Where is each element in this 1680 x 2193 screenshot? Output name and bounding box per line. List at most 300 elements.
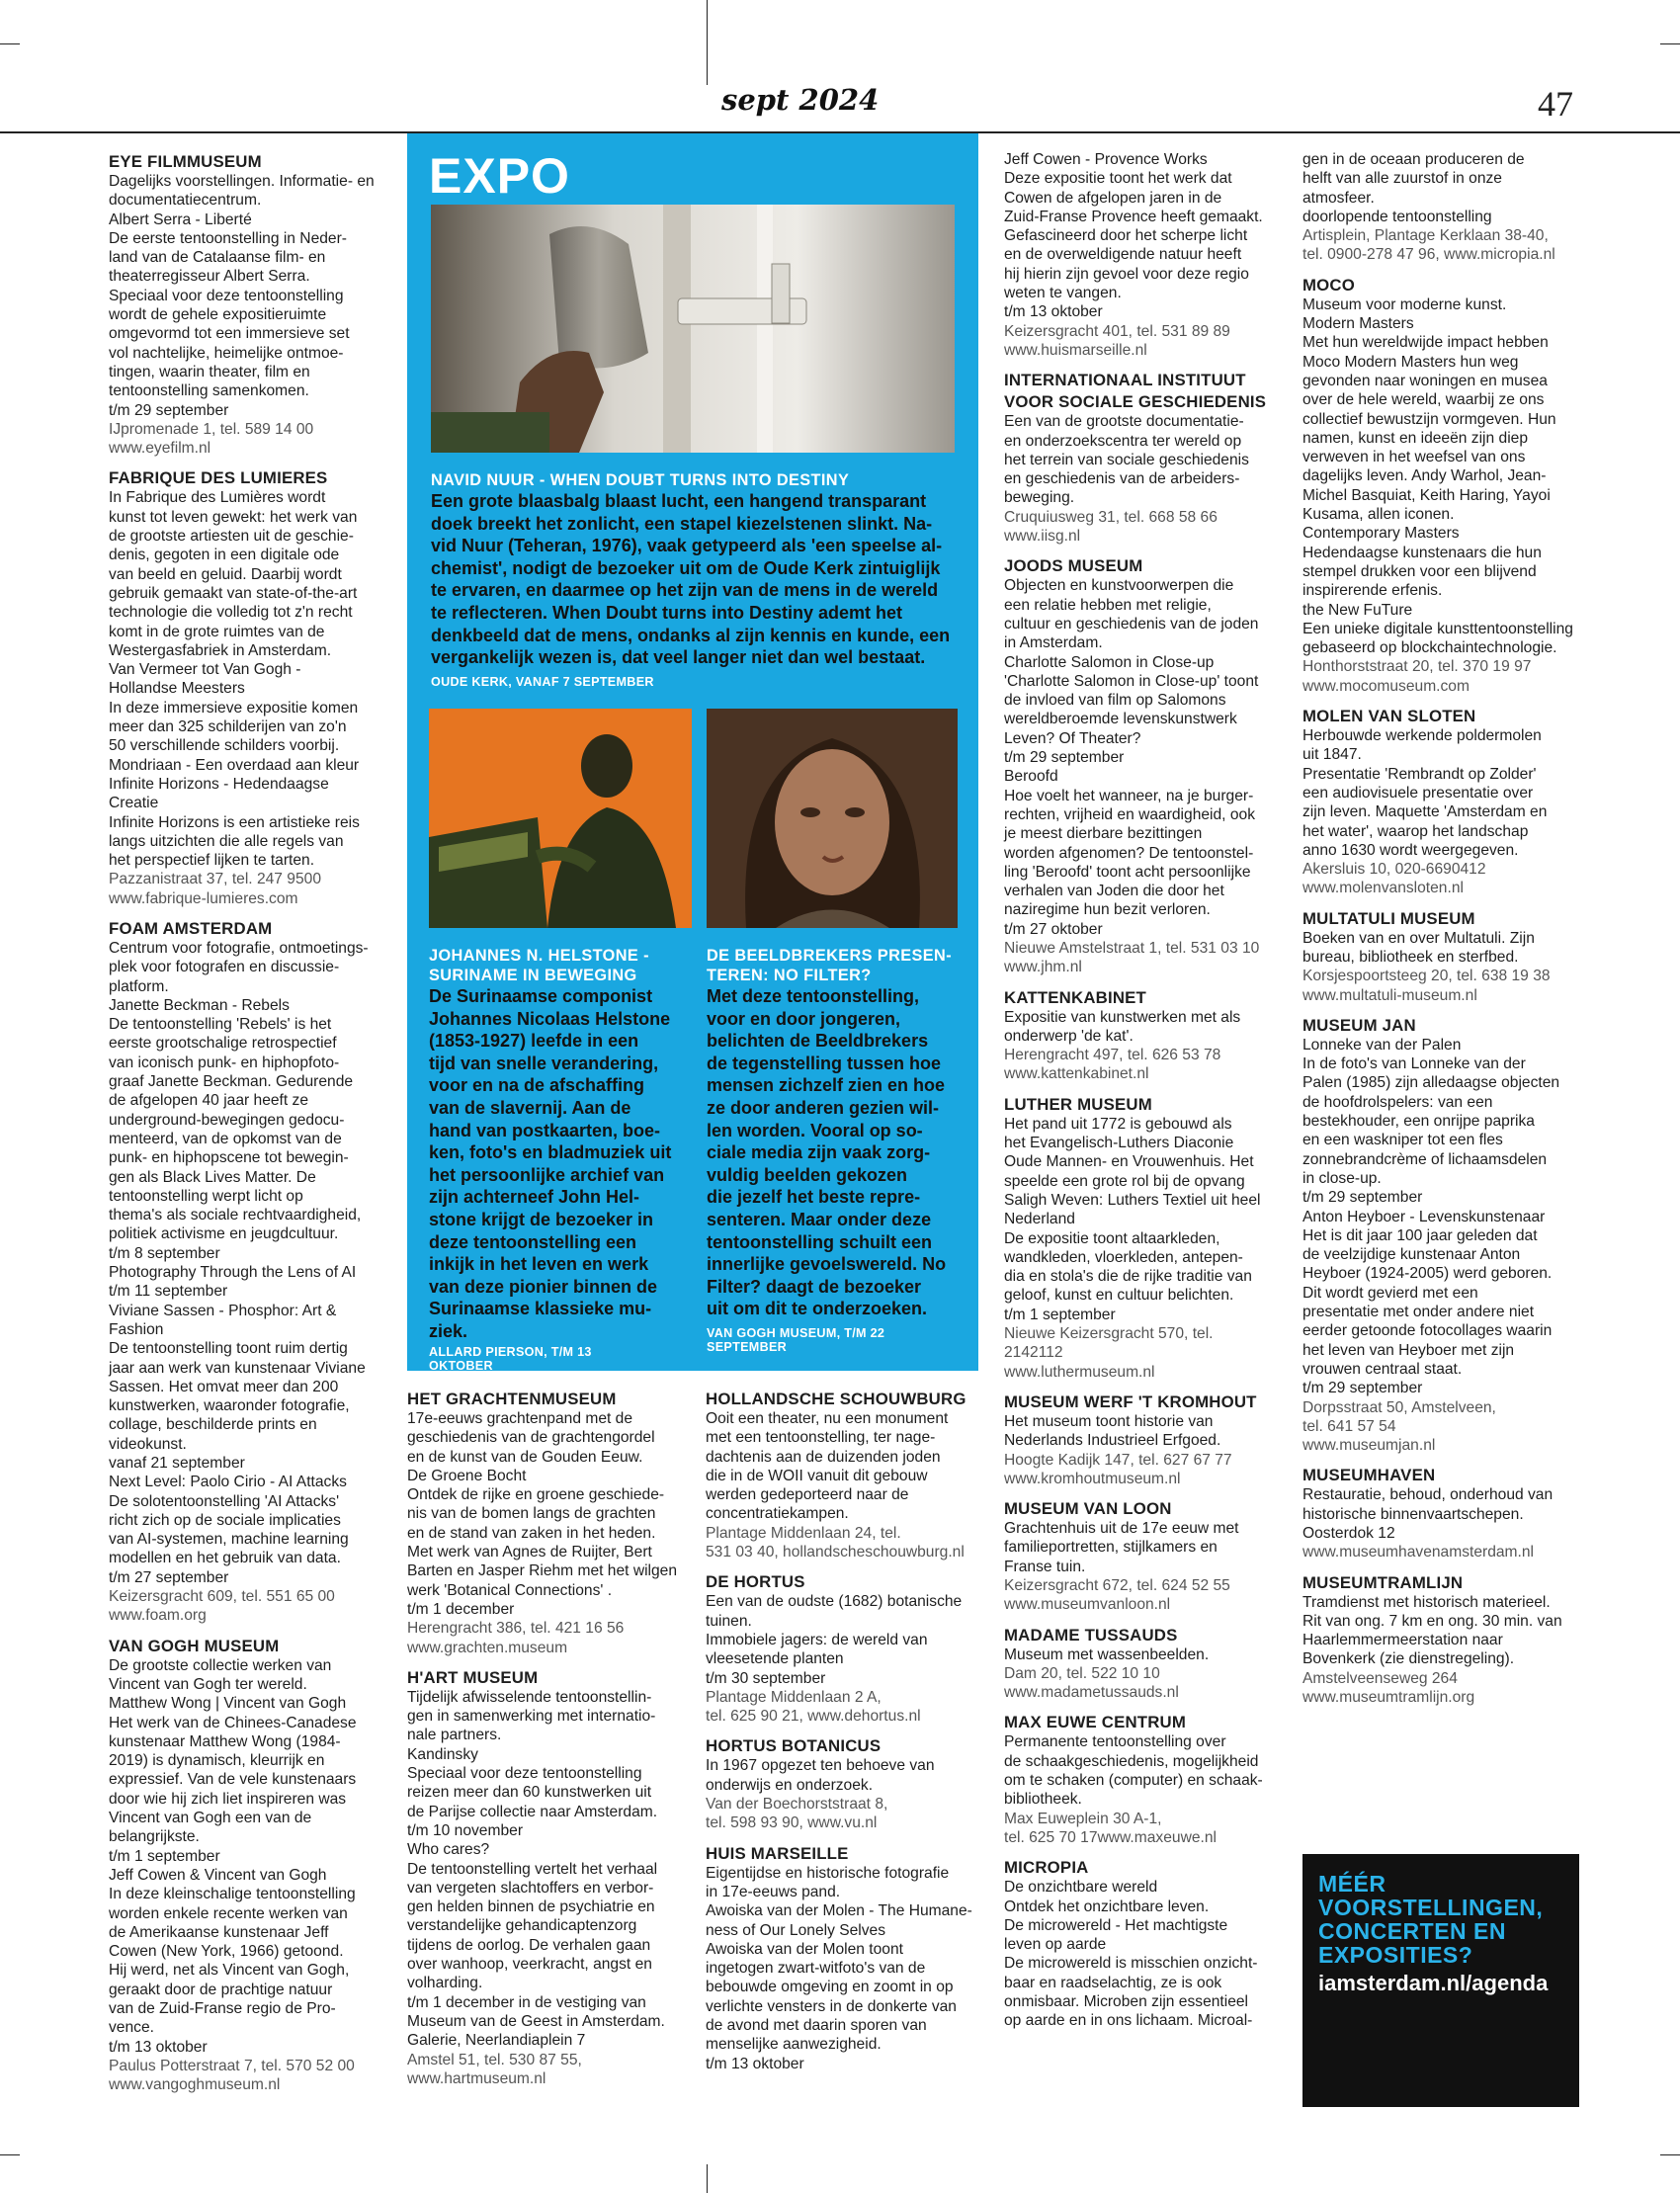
venue-listing — [706, 1390, 990, 1561]
venue-text-line: concentratiekampen. — [706, 1505, 849, 1523]
venue-text-line: over de hele wereld, waarbij ze ons — [1302, 391, 1545, 409]
venue-address-line: Herengracht 386, tel. 421 16 56 — [407, 1620, 625, 1638]
venue-text-line: om te schaken (computer) en schaak- — [1004, 1772, 1263, 1790]
venue-text-line: familieportretten, stijlkamers en — [1004, 1539, 1218, 1557]
venue-text-line: en geschiedenis van de arbeiders- — [1004, 470, 1240, 488]
venue-text-line: zijn leven. Maquette 'Amsterdam en — [1302, 803, 1548, 821]
venue-listing — [109, 1637, 391, 2095]
venue-text-line: van iconisch punk- en hiphopfoto- — [109, 1054, 340, 1071]
venue-text-line: onmisbaar. Microben zijn essentieel — [1004, 1993, 1249, 2011]
venue-text-line: Oude Mannen- en Vrouwenhuis. Het — [1004, 1153, 1254, 1171]
venue-name: HORTUS BOTANICUS — [706, 1736, 882, 1756]
venue-text-line: Speciaal voor deze tentoonstelling — [109, 287, 344, 304]
venue-text-line: belangrijkste. — [109, 1828, 200, 1846]
venue-text-line: doorlopende tentoonstelling — [1302, 208, 1492, 225]
venue-text-line: nale partners. — [407, 1727, 502, 1744]
agenda-link[interactable]: iamsterdam.nl/agenda — [1318, 1971, 1549, 1995]
venue-address-line: Keizersgracht 401, tel. 531 89 89 — [1004, 322, 1230, 340]
venue-text-line: Met hun wereldwijde impact hebben — [1302, 334, 1549, 352]
venue-text-line: Cowen (New York, 1966) getoond. — [109, 1943, 344, 1961]
text-line: ze door anderen gezien wil- — [707, 1097, 940, 1118]
navid-nuur-photo — [431, 205, 955, 453]
venue-text-line: het water', waarop het landschap — [1302, 822, 1529, 840]
venue-text-line: Bovenkerk (zie dienstregeling). — [1302, 1650, 1515, 1668]
venue-text-line: Viviane Sassen - Phosphor: Art & Fashion — [109, 1302, 341, 1338]
venue-name: MUSEUMHAVEN — [1302, 1466, 1436, 1485]
venue-name: HOLLANDSCHE SCHOUWBURG — [706, 1390, 966, 1408]
text-line: chemist', nodigt de bezoeker uit om de Oude Kerk zintuiglijk — [431, 557, 941, 578]
venue-address-line: Korsjespoortsteeg 20, tel. 638 19 38 — [1302, 968, 1551, 985]
venue-address-line: www.kromhoutmuseum.nl — [1004, 1470, 1181, 1487]
venue-address-line: www.grachten.museum — [407, 1639, 568, 1656]
venue-text-line: Next Level: Paolo Cirio - AI Attacks — [109, 1474, 347, 1491]
main-feature — [431, 470, 960, 689]
venue-name: VAN GOGH MUSEUM — [109, 1636, 280, 1655]
listing-column-5 — [1302, 150, 1599, 1718]
venue-text-line: volharding. — [407, 1975, 483, 1992]
venue-name: FOAM AMSTERDAM — [109, 918, 273, 938]
venue-text-line: werden gedeporteerd naar de — [706, 1486, 909, 1504]
text-line: De Surinaamse componist — [429, 986, 653, 1006]
venue-listing — [1004, 1499, 1291, 1614]
venue-text-line: t/m 1 december in de vestiging van — [407, 1993, 646, 2011]
venue-address-line: Cruquiusweg 31, tel. 668 58 66 — [1004, 508, 1218, 526]
venue-text-line: Nederland — [1004, 1211, 1075, 1228]
venue-listing — [109, 919, 391, 1626]
venue-text-line: de hoofdrolspelers: van een — [1302, 1093, 1493, 1111]
venue-text-line: geschiedenis van de grachtengordel — [407, 1429, 655, 1447]
venue-text-line: videokunst. — [109, 1435, 187, 1453]
venue-text-line: De expositie toont altaarkleden, — [1004, 1229, 1220, 1247]
venue-text-line: Sassen. Het omvat meer dan 200 — [109, 1378, 339, 1395]
text-line: MÉÉR — [1318, 1871, 1386, 1897]
venue-text-line: weten te vangen. — [1004, 285, 1122, 302]
venue-text-line: Met werk van Agnes de Ruijter, Bert — [407, 1544, 652, 1561]
text-line: ken, foto's en bladmuziek uit — [429, 1142, 672, 1163]
venue-text-line: worden enkele recente werken van — [109, 1904, 348, 1922]
venue-text-line: Charlotte Salomon in Close-up — [1004, 653, 1215, 671]
venue-text-line: t/m 29 september — [109, 401, 229, 419]
venue-text-line: bureau, bibliotheek en sterfbed. — [1302, 948, 1519, 966]
venue-text-line: vence. — [109, 2019, 154, 2037]
venue-text-line: expressief. Van de vele kunstenaars — [109, 1771, 357, 1789]
venue-text-line: t/m 10 november — [407, 1821, 524, 1839]
venue-text-line: Awoiska van der Molen toont — [706, 1940, 903, 1958]
venue-address-line: www.hartmuseum.nl — [407, 2069, 546, 2087]
venue-text-line: Speciaal voor deze tentoonstelling — [407, 1765, 642, 1783]
venue-address-line: 531 03 40, hollandscheschouwburg.nl — [706, 1544, 965, 1561]
venue-text-line: wandkleden, vloerkleden, antepen- — [1004, 1248, 1243, 1266]
venue-name: MUSEUM JAN — [1302, 1015, 1416, 1035]
crop-mark — [0, 43, 20, 44]
venue-text-line: Cowen de afgelopen jaren in de — [1004, 189, 1222, 207]
text-line: VOORSTELLINGEN, — [1318, 1895, 1544, 1920]
venue-text-line: hij hierin zijn gevoel voor deze regio — [1004, 265, 1249, 283]
text-line: het persoonlijke archief van — [429, 1164, 665, 1185]
venue-text-line: Hoe voelt het wanneer, na je burger- — [1004, 787, 1254, 804]
right-feature-title — [707, 946, 962, 985]
venue-text-line: Kusama, allen iconen. — [1302, 506, 1455, 524]
venue-text-line: de Parijse collectie naar Amsterdam. — [407, 1803, 658, 1820]
venue-text-line: Hij werd, net als Vincent van Gogh, — [109, 1962, 350, 1980]
venue-text-line: Een unieke digitale kunsttentoonstelling — [1302, 620, 1573, 637]
venue-text-line: Jeff Cowen - Provence Works — [1004, 151, 1208, 168]
venue-address-line: Hoogte Kadijk 147, tel. 627 67 77 — [1004, 1451, 1232, 1469]
venue-text-line: tingen, waarin theater, film en — [109, 363, 310, 380]
venue-text-line: en de kunst van de Gouden Eeuw. — [407, 1448, 643, 1466]
venue-text-line: onderwijs en onderzoek. — [706, 1776, 874, 1794]
venue-listing — [1004, 1713, 1291, 1847]
venue-text-line: een audiovisuele presentatie over — [1302, 784, 1534, 801]
venue-text-line: in 17e-eeuws pand. — [706, 1883, 841, 1900]
venue-name: JOODS MUSEUM — [1004, 556, 1143, 576]
venue-text-line: Grachtenhuis uit de 17e eeuw met — [1004, 1520, 1239, 1538]
venue-text-line: Deze expositie toont het werk dat — [1004, 170, 1232, 188]
venue-text-line: wereldberoemde levenskunstwerk — [1004, 711, 1237, 728]
venue-text-line: ness of Our Lonely Selves — [706, 1921, 886, 1939]
venue-text-line: theaterregisseur Albert Serra. — [109, 268, 310, 286]
venue-name: MICROPIA — [1004, 1858, 1089, 1878]
venue-text-line: Dit wordt gevierd met een — [1302, 1284, 1478, 1302]
venue-text-line: plek voor fotografen en discussie- — [109, 959, 340, 976]
left-feature — [429, 946, 698, 1373]
venue-text-line: worden afgenomen? De tentoonstel- — [1004, 844, 1254, 862]
venue-name: HUIS MARSEILLE — [706, 1843, 849, 1863]
venue-name: MUSEUM VAN LOON — [1004, 1499, 1172, 1519]
venue-listing — [407, 1390, 690, 1657]
venue-text-line: Museum voor moderne kunst. — [1302, 295, 1507, 313]
venue-text-line: Palen (1985) zijn alledaagse objecten — [1302, 1074, 1560, 1092]
venue-address-line: www.eyefilm.nl — [109, 440, 211, 458]
venue-text-line: Janette Beckman - Rebels — [109, 996, 290, 1014]
venue-address-line: Artisplein, Plantage Kerklaan 38-40, — [1302, 227, 1549, 245]
text-line: Surinaamse klassieke mu- — [429, 1299, 652, 1319]
venue-listing — [109, 152, 391, 458]
venue-text-line: De tentoonstelling 'Rebels' is het — [109, 1016, 332, 1034]
venue-address-line: www.jhm.nl — [1004, 959, 1082, 976]
venue-address-line: tel. 0900-278 47 96, www.micropia.nl — [1302, 246, 1555, 264]
text-line: SEPTEMBER — [707, 1339, 788, 1354]
left-feature-title — [429, 946, 698, 985]
venue-address-line: Max Euweplein 30 A-1, — [1004, 1810, 1162, 1827]
venue-address-line: Keizersgracht 672, tel. 624 52 55 — [1004, 1577, 1230, 1594]
venue-address-line: www.museumtramlijn.org — [1302, 1689, 1475, 1707]
venue-text-line: De Groene Bocht — [407, 1467, 527, 1484]
venue-text-line: Het werk van de Chinees-Canadese — [109, 1714, 357, 1731]
venue-text-line: t/m 27 oktober — [1004, 920, 1103, 938]
venue-text-line: t/m 29 september — [1004, 749, 1125, 767]
venue-address-line: tel. 625 90 21, www.dehortus.nl — [706, 1708, 921, 1726]
venue-text-line: Ontdek de rijke en groene geschiede- — [407, 1486, 665, 1504]
venue-text-line: tuinen. — [706, 1612, 752, 1630]
text-line: de tegenstelling tussen hoe — [707, 1053, 942, 1073]
venue-text-line: t/m 1 september — [109, 1847, 220, 1865]
venue-text-line: In 1967 opgezet ten behoeve van — [706, 1757, 935, 1775]
venue-address-line: Nieuwe Keizersgracht 570, tel. — [1004, 1325, 1214, 1343]
venue-text-line: komt in de grote ruimtes van de — [109, 623, 325, 640]
venue-text-line: gen in de oceaan produceren de — [1302, 151, 1525, 168]
venue-text-line: die in de WOII vanuit dit gebouw — [706, 1467, 928, 1484]
venue-text-line: punk- en hiphopscene tot bewegin- — [109, 1149, 349, 1167]
venue-address-line: www.museumhavenamsterdam.nl — [1302, 1544, 1534, 1561]
venue-name: FABRIQUE DES LUMIERES — [109, 468, 328, 488]
text-line: DE BEELDBREKERS PRESEN- — [707, 947, 953, 965]
venue-text-line: t/m 13 oktober — [706, 2055, 804, 2072]
venue-text-line: Vincent van Gogh ter wereld. — [109, 1675, 307, 1693]
venue-address-line: www.vangoghmuseum.nl — [109, 2076, 281, 2094]
text-line: deze tentoonstelling een — [429, 1231, 637, 1252]
venue-text-line: documentatiecentrum. — [109, 192, 262, 210]
text-line: zijn achterneef John Hel- — [429, 1187, 640, 1208]
venue-listing — [1302, 707, 1599, 898]
venue-text-line: In de foto's van Lonneke van der — [1302, 1055, 1526, 1073]
text-line: inkijk in het leven en werk — [429, 1254, 649, 1275]
venue-text-line: De grootste collectie werken van — [109, 1656, 332, 1674]
left-feature-text — [429, 985, 698, 1343]
venue-text-line: Zuid-Franse Provence heeft gemaakt. — [1004, 208, 1263, 225]
venue-text-line: Anton Heyboer - Levenskunstenaar — [1302, 1208, 1546, 1225]
crop-mark — [0, 2154, 20, 2155]
venue-text-line: Photography Through the Lens of AI — [109, 1264, 357, 1282]
text-line: SURINAME IN BEWEGING — [429, 967, 637, 984]
text-line: mensen zichzelf zien en hoe — [707, 1075, 946, 1096]
venue-text-line: gen als Black Lives Matter. De — [109, 1168, 316, 1186]
venue-text-line: t/m 11 september — [109, 1283, 228, 1301]
text-line: te reflecteren. When Doubt turns into Destiny ademt het — [431, 602, 903, 623]
text-line: innerlijke gevoelswereld. No — [707, 1254, 947, 1275]
venue-text-line: tijdens de oorlog. De verhalen gaan — [407, 1936, 651, 1954]
venue-name: EYE FILMMUSEUM — [109, 152, 262, 171]
venue-text-line: Expositie van kunstwerken met als — [1004, 1008, 1241, 1026]
venue-text-line: Jeff Cowen & Vincent van Gogh — [109, 1866, 327, 1884]
venue-address-line: Akersluis 10, 020-6690412 — [1302, 861, 1486, 879]
venue-text-line: technologie die volledig tot z'n recht — [109, 604, 353, 622]
venue-address-line: IJpromenade 1, tel. 589 14 00 — [109, 420, 314, 438]
text-line: vergankelijk wezen is, dat veel langer niet dan wel bestaat. — [431, 647, 926, 668]
venue-text-line: Een van de oudste (1682) botanische — [706, 1593, 963, 1611]
venue-text-line: Who cares? — [407, 1841, 490, 1859]
venue-address-line: www.kattenkabinet.nl — [1004, 1065, 1149, 1083]
venue-text-line: Westergasfabriek in Amsterdam. — [109, 641, 332, 659]
venue-text-line: In deze kleinschalige tentoonstelling — [109, 1886, 356, 1903]
venue-listing — [1004, 150, 1291, 360]
listing-column-3 — [706, 1388, 990, 2084]
venue-name: MUSEUM WERF 'T KROMHOUT — [1004, 1392, 1257, 1411]
venue-text-line: vol nachtelijke, heimelijke ontmoe- — [109, 344, 344, 362]
venue-text-line: the New FuTure — [1302, 601, 1413, 619]
venue-name: INTERNATIONAAL INSTITUUT — [1004, 371, 1246, 390]
venue-text-line: Heyboer (1924-2005) werd geboren. — [1302, 1265, 1553, 1283]
venue-text-line: 50 verschillende schilders voorbij. — [109, 737, 340, 755]
main-feature-title: NAVID NUUR - WHEN DOUBT TURNS INTO DESTINY — [431, 471, 850, 489]
venue-text-line: van vergeten slachtoffers en verbor- — [407, 1879, 654, 1897]
text-line: die jezelf het beste repre- — [707, 1187, 921, 1208]
venue-address-line: www.museumjan.nl — [1302, 1437, 1436, 1455]
text-line: ciale media zijn vaak zorg- — [707, 1142, 931, 1163]
venue-text-line: Mondriaan - Een overdaad aan kleur — [109, 756, 360, 774]
venue-text-line: land van de Catalaanse film- en — [109, 249, 326, 267]
venue-text-line: Albert Serra - Liberté — [109, 211, 252, 228]
text-line: Johannes Nicolaas Helstone — [429, 1008, 671, 1029]
venue-text-line: dagelijks leven. Andy Warhol, Jean- — [1302, 467, 1547, 485]
venue-name: MADAME TUSSAUDS — [1004, 1625, 1178, 1645]
venue-text-line: tentoonstelling werpt licht op — [109, 1187, 303, 1205]
venue-address-line: Plantage Middenlaan 2 A, — [706, 1688, 882, 1706]
venue-text-line: in close-up. — [1302, 1169, 1382, 1187]
venue-text-line: Modern Masters — [1302, 315, 1414, 333]
venue-address-line: 2142112 — [1004, 1344, 1063, 1362]
venue-text-line: t/m 1 september — [1004, 1306, 1116, 1323]
venue-listing — [706, 1844, 990, 2073]
venue-text-line: t/m 27 september — [109, 1568, 229, 1586]
venue-text-line: in Amsterdam. — [1004, 634, 1103, 652]
venue-text-line: en onderzoekscentra ter wereld op — [1004, 432, 1242, 450]
venue-text-line: onderwerp 'de kat'. — [1004, 1027, 1134, 1045]
text-line: doek breekt het zonlicht, een stapel kiezelstenen slinkt. Na- — [431, 513, 933, 534]
text-line: stone krijgt de bezoeker in — [429, 1209, 654, 1229]
venue-text-line: gebruik gemaakt van state-of-the-art — [109, 584, 358, 602]
venue-text-line: baar en raadselachtig, ze is ook — [1004, 1974, 1222, 1991]
venue-text-line: Presentatie 'Rembrandt op Zolder' — [1302, 765, 1537, 783]
venue-text-line: bestekhouder, een onrijpe paprika — [1302, 1113, 1535, 1131]
venue-text-line: Hollandse Meesters — [109, 680, 245, 698]
venue-text-line: jaar aan werk van kunstenaar Viviane — [109, 1359, 366, 1377]
venue-text-line: het perspectief lijken te tarten. — [109, 852, 315, 870]
venue-address-line: Plantage Middenlaan 24, tel. — [706, 1524, 901, 1542]
venue-text-line: verlichte vensters in de donkerte van — [706, 1997, 957, 2015]
venue-text-line: menselijke aanwezigheid. — [706, 2036, 882, 2054]
text-line: tijd van snelle verandering, — [429, 1053, 659, 1073]
venue-text-line: De microwereld - Het machtigste — [1004, 1916, 1228, 1934]
venue-text-line: de veelzijdige kunstenaar Anton — [1302, 1246, 1521, 1264]
text-line: OKTOBER — [429, 1358, 493, 1373]
text-line: (1853-1927) leefde in een — [429, 1031, 639, 1052]
text-line: CONCERTEN EN — [1318, 1918, 1507, 1944]
text-line: Een grote blaasbalg blaast lucht, een hangend transparant — [431, 491, 927, 511]
expo-title: EXPO — [429, 148, 570, 204]
venue-listing — [1302, 1573, 1599, 1708]
venue-text-line: Herbouwde werkende poldermolen — [1302, 727, 1542, 745]
venue-text-line: Franse tuin. — [1004, 1558, 1086, 1575]
venue-name: HET GRACHTENMUSEUM — [407, 1390, 617, 1408]
venue-name: DE HORTUS — [706, 1572, 805, 1592]
venue-listing — [706, 1572, 990, 1726]
venue-text-line: helft van alle zuurstof in onze — [1302, 170, 1502, 188]
venue-text-line: rechten, vrijheid en waardigheid, ook — [1004, 805, 1255, 823]
venue-text-line: thema's als sociale rechtvaardigheid, — [109, 1207, 362, 1224]
venue-address-line: tel. 625 70 17www.maxeuwe.nl — [1004, 1828, 1217, 1846]
venue-text-line: van AI-systemen, machine learning — [109, 1531, 349, 1549]
main-feature-text — [431, 490, 960, 669]
venue-listing — [109, 468, 391, 908]
venue-text-line: van de Zuid-Franse regio de Pro- — [109, 2000, 336, 2018]
venue-address-line: Amstelveenseweg 264 — [1302, 1669, 1458, 1687]
venue-text-line: kunstenaar Matthew Wong (1984- — [109, 1732, 341, 1750]
text-line: vid Nuur (Teheran, 1976), vaak getypeerd als 'een speelse al- — [431, 536, 943, 556]
venue-text-line: wordt de gehele expositieruimte — [109, 306, 327, 324]
venue-text-line: Lonneke van der Palen — [1302, 1036, 1462, 1054]
venue-text-line: de avond met daarin sporen van — [706, 2017, 927, 2035]
venue-name: MOCO — [1302, 275, 1356, 295]
text-line: denkbeeld dat de mens, ondanks al zijn kennis en kunde, een — [431, 625, 951, 645]
venue-text-line: Een van de grootste documentatie- — [1004, 413, 1244, 431]
venue-text-line: Infinite Horizons - Hedendaagse — [109, 775, 329, 793]
venue-text-line: Oosterdok 12 — [1302, 1525, 1395, 1542]
venue-address-line: Dorpsstraat 50, Amstelveen, — [1302, 1398, 1496, 1416]
crop-mark — [707, 0, 708, 85]
venue-text-line: historische binnenvaartschepen. — [1302, 1505, 1524, 1523]
venue-listing — [407, 1668, 690, 2088]
venue-text-line: Museum met wassenbeelden. — [1004, 1645, 1210, 1663]
venue-listing — [1004, 1626, 1291, 1703]
venue-text-line: Awoiska van der Molen - The Humane- — [706, 1902, 972, 1920]
venue-text-line: van beeld en geluid. Daarbij wordt — [109, 565, 342, 583]
venue-text-line: In Fabrique des Lumières wordt — [109, 489, 326, 507]
venue-text-line: Van Vermeer tot Van Gogh - — [109, 661, 301, 679]
venue-text-line: en de overweldigende natuur heeft — [1004, 246, 1242, 264]
venue-text-line: t/m 29 september — [1302, 1380, 1423, 1397]
venue-text-line: gen helden binnen de psychiatrie en — [407, 1898, 655, 1916]
venue-address-line: www.madametussauds.nl — [1004, 1684, 1179, 1702]
venue-address-line: Keizersgracht 609, tel. 551 65 00 — [109, 1588, 335, 1606]
venue-text-line: langs uitzichten die alle regels van — [109, 832, 344, 850]
venue-text-line: Tramdienst met historisch materieel. — [1302, 1593, 1551, 1611]
venue-text-line: t/m 1 december — [407, 1600, 515, 1618]
text-line: senteren. Maar onder deze — [707, 1209, 932, 1229]
venue-address-line: Honthorststraat 20, tel. 370 19 97 — [1302, 658, 1532, 676]
venue-text-line: dia en stola's die de rijke traditie van — [1004, 1268, 1252, 1286]
portrait-painting — [707, 709, 958, 928]
venue-text-line: omgevormd tot een immersieve set — [109, 325, 350, 343]
text-line: belichten de Beeldbrekers — [707, 1031, 929, 1052]
venue-text-line: richt zich op de sociale implicaties — [109, 1511, 341, 1529]
venue-text-line: Boeken van en over Multatuli. Zijn — [1302, 929, 1535, 947]
venue-listing — [706, 1736, 990, 1832]
venue-listing — [1004, 988, 1291, 1084]
venue-name: KATTENKABINET — [1004, 987, 1146, 1007]
venue-text-line: nis van de bomen langs de grachten — [407, 1505, 656, 1523]
text-line: tentoonstelling schuilt een — [707, 1231, 933, 1252]
venue-text-line: bebouwde omgeving en zoomt in op — [706, 1979, 954, 1996]
venue-text-line: denis, gegoten in een digitale ode — [109, 547, 340, 564]
venue-listing — [1302, 150, 1599, 265]
venue-text-line: je meest dierbare bezittingen — [1004, 825, 1203, 843]
venue-text-line: geloof, kunst en cultuur belichten. — [1004, 1287, 1234, 1305]
venue-text-line: Museum van de Geest in Amsterdam. — [407, 2012, 665, 2030]
venue-text-line: platform. — [109, 977, 169, 995]
venue-address-line: www.molenvansloten.nl — [1302, 880, 1464, 897]
venue-address-line: tel. 598 93 90, www.vu.nl — [706, 1814, 878, 1832]
venue-text-line: cultuur en geschiedenis van de joden — [1004, 615, 1259, 633]
venue-text-line: Het is dit jaar 100 jaar geleden dat — [1302, 1226, 1538, 1244]
right-feature-text — [707, 985, 962, 1320]
venue-text-line: Infinite Horizons is een artistieke reis — [109, 813, 360, 831]
venue-text-line: namen, kunst en ideeën zijn diep — [1302, 429, 1528, 447]
agenda-promo-box — [1302, 1854, 1579, 2107]
text-line: van de slavernij. Aan de — [429, 1097, 631, 1118]
venue-text-line: vrouwen centraal staat. — [1302, 1360, 1463, 1378]
text-line: voor en door jongeren, — [707, 1008, 901, 1029]
venue-text-line: zonnebrandcrème of lichaamsdelen — [1302, 1150, 1548, 1168]
venue-text-line: Kandinsky — [407, 1745, 478, 1763]
venue-text-line: menteerd, van de opkomst van de — [109, 1130, 342, 1147]
venue-name: MOLEN VAN SLOTEN — [1302, 707, 1476, 726]
text-line: VAN GOGH MUSEUM, T/M 22 — [707, 1325, 885, 1340]
venue-text-line: een relatie hebben met religie, — [1004, 596, 1212, 614]
venue-listing — [1302, 1016, 1599, 1456]
crop-mark — [1660, 2154, 1680, 2155]
venue-address-line: Herengracht 497, tel. 626 53 78 — [1004, 1047, 1221, 1064]
